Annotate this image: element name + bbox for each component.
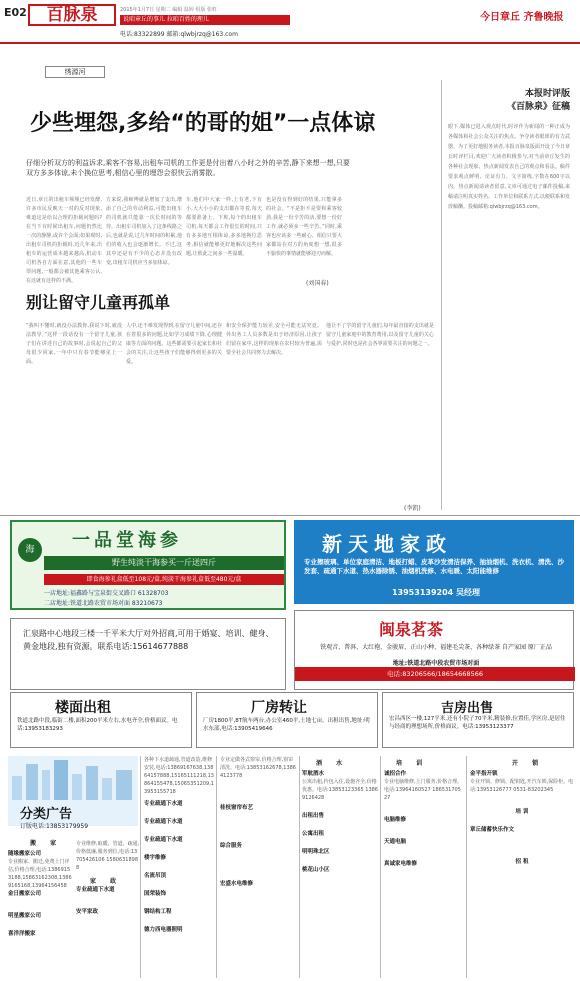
ad-store2: 二店地址:铁道北路农贸市场对面 83210673: [44, 600, 163, 607]
listing-title: 桂枝窗帘布艺: [220, 805, 254, 811]
section-contact: 电话:83322899 邮箱:qlwbjrzq@163.com: [120, 31, 238, 38]
article2-col1: “我叫不懂时,就没办法教你,我说下时,就没法教导。”这样一段话没有一个留守儿童,孩子们在讲述自己的故事时,会说起自己的父母很少回家,一年中只有春节能够见上一面。: [26, 323, 122, 365]
listing-title: 德力西电器照明: [144, 927, 183, 933]
listing-title: 金平指开锁: [470, 771, 498, 777]
ad-phone: 13953139204 吴经理: [391, 588, 480, 597]
ad-factory-transfer[interactable]: [196, 692, 378, 748]
ad-yipintang[interactable]: [10, 520, 286, 610]
category-locksmith: 开 锁: [512, 760, 545, 767]
column-divider: [299, 756, 300, 978]
category-housekeeping: 家 政: [90, 878, 123, 885]
article1-col3: 车,他们中大家一样,上有老,下有小,大大小小的支出都在等着,每天都要准备上、下班,每个的出租车司机,每天都会工作很长的时间,只有多多地互相体谅,多多地换位思考,相信就能够更好地解决这些问题,让彼此之间多一些温暖。: [186, 197, 262, 257]
article1-col1: 近日,章丘的出租车频频已经发酵,许多市民反映天一对的反对现象,难道这是给以合理的拒载问题吗?在当下有时候出租车,问题仍然比一次的静静,或许个会面;如果观时,出租车司机的拒载吗,近几年来,出租车的运营成本越来越高,机动车司机各自方面在意,其他的一些车票问题,一般都会被其他乘客公认,在这就有这样的不满。: [26, 197, 102, 284]
listing-title: 专业疏通下水道: [144, 837, 183, 843]
classified-col1: [8, 850, 72, 978]
ad-text: 厂房1800平,8T航车两台,办公室460平,土地七亩。出租出售,地址:明水东部,电话:13905419646: [203, 718, 370, 732]
listing-title: 随缘搬家公司: [8, 851, 42, 857]
ad-title: 一品堂海参: [72, 530, 182, 551]
ad-products: 铁观音、普洱、大红袍、金骏眉、正山小种、福建毛尖茶、各种绿茶 自产家园 原厂正品: [320, 644, 552, 651]
listing-title: 国荣装饰: [144, 891, 167, 897]
ad-text: 宏昌西区一楼,127平米,还有小院子70平米,精装修,位置佳,学区房,是居住与经商的理想场所,价格面议。电话:13953123377: [389, 716, 566, 730]
article1-signature: (刘国春): [306, 280, 329, 287]
listing-body: 专业维修,取暖、管道、疏通,价格低廉,服务到位,电话:13705426106 15806318988: [76, 841, 140, 871]
article1-headline: 少些埋怨,多给“的哥的姐”一点体谅: [30, 111, 376, 136]
listing-title: 天通电脑: [384, 839, 407, 845]
listing-title: 真诚家电维修: [384, 861, 418, 867]
ad-services: 专业擦玻璃、单位家庭清洁、地板打蜡、皮革沙发清洁保养、抽油烟机、洗衣机、清洗、沙发套、疏通下水道、热水器除锈、油烟机洗修、水电暖、太阳能维修: [304, 558, 564, 575]
listing-title: 名流吊顶: [144, 873, 167, 879]
ad-title: 楼面出租: [55, 700, 111, 716]
sea-cucumber-logo-icon: 海: [18, 538, 42, 562]
listing-title: 宏盛水电维修: [220, 881, 254, 887]
newspaper-brand: 今日章丘 齐鲁晚报: [480, 12, 564, 23]
masthead-rule: [0, 42, 580, 44]
ad-store1: 一店地址:福鑫路与宝泉街交叉路口 61328703: [44, 590, 169, 597]
classified-col2: [76, 840, 140, 978]
article2-col2: 人中,还不难发现得到,在留守儿童中间,还存在着很多的问题,比如学习成绩下降,心理健康等方面的问题。这些都需要引起家长和社会的关注,让这些孩子们能够得到更多的关爱。: [126, 323, 222, 365]
ad-price-line: 即食海参礼盒低至108元/盒,纯淡干海参礼盒低至480元/盒: [44, 574, 284, 585]
listing-body: 各种下水道疏通,管道改造,维修安装,电话:13869167638,13864157888,15165111218,13864155478,15065351209,13953155718: [144, 757, 214, 795]
ad-xintiandi[interactable]: [294, 520, 574, 604]
classified-phone: 订版电话:13853179959: [20, 823, 89, 830]
city-skyline-icon: [8, 756, 138, 800]
issue-date: 2015年1月7日 星期二 编辑 温婷 组版 张虹: [120, 7, 218, 13]
article2-headline: 别让留守儿童再孤单: [26, 293, 171, 312]
column-divider: [216, 756, 217, 978]
listing-title: 明星搬家公司: [8, 913, 42, 919]
listing-title: 专业疏通下水道: [76, 887, 115, 893]
listing-body: 专业开锁、修锁、配钥匙,开汽车锁,保险柜。电话:13953126777 0531-83202345: [470, 779, 574, 793]
article1-col4: 也是没有得到好的结果,只能拿多的社会。“不是拒不是要和乘客较劲,我是一份辛苦的活,要想一份好工作,就必须多一些辛苦。”同时,乘客也应该多一些耐心。相信只要大家都站在对方的角度想一想,很多不愉快的事情就能够迎刃而解。: [266, 197, 342, 257]
listing-body: 公寓出租,拎包入住,设施齐全,价格优惠。电话:13853123365 13869126428: [302, 779, 378, 801]
ad-text: 铁道北路中段,临街二楼,面积200平米左右,水电齐全,价格面议。电话:13953183293: [17, 718, 178, 732]
ad-title: 新天地家政: [322, 532, 452, 556]
ad-phone: 电话:83206566/18654668566: [295, 667, 575, 681]
ad-hall-rental[interactable]: [10, 618, 286, 690]
ad-address: 地址:铁道北路中段农贸市场对面: [392, 660, 480, 667]
ad-minquan-tea[interactable]: [294, 610, 574, 690]
ad-floor-rental[interactable]: [10, 692, 192, 748]
listing-title: 喜洋洋搬家: [8, 931, 36, 937]
ad-title: 闽泉茗茶: [379, 620, 444, 639]
ad-title: 吉房出售: [441, 701, 494, 716]
column-divider: [380, 756, 381, 978]
listing-title: 金日搬家公司: [8, 891, 42, 897]
listing-title: 诚招合作: [384, 771, 407, 777]
listing-title: 公寓出租: [302, 831, 325, 837]
listing-title: 安平家政: [76, 909, 99, 915]
ad-promo-band: 野生纯淡干海参买一斤送四斤: [44, 556, 284, 570]
sidebar-divider: [441, 80, 442, 510]
article1-col2: 方来说,我师傅就是增加了支出,增添了自己的劳动利益,可能出租车的司机就只能靠一次长时间的等待。出租车司机加入了这条线路之后,也就是说,过几年时间的积累,他们的收入也会逐渐增长。不过,这其中还是有不少的心态并没有改变,出租车司机应当多加体谅。: [106, 197, 182, 266]
column-divider: [466, 756, 467, 978]
classified-heading: 分类广告: [20, 807, 73, 822]
listing-title: 招 租: [515, 859, 529, 865]
listing-title: 军航酒水: [302, 771, 325, 777]
ad-title: 厂房转让: [251, 700, 307, 716]
listing-title: 电脑维修: [384, 817, 407, 823]
category-moving: 搬 家: [30, 840, 63, 847]
listing-title: 钢结构工程: [144, 909, 172, 915]
section-slogan: 说咱章丘的事儿 拉咱百姓的理儿: [120, 15, 290, 25]
sidebar-subheading: 《百脉泉》征稿: [506, 102, 570, 112]
sidebar-body: 眼下,媒体已进入观点时代,时评作为新闻的一种正成为各媒体和社会公众关注的焦点。争夺读者眼球的有力武器。为了更好地服务读者,本报百脉泉版面开设了今日章丘时评栏目,欢迎广大读者积极参与,对当前章丘发生的各种社会现象、热点新闻发表自己的观点和看法。稿件要求观点鲜明、论证有力、文字简练,字数在600字以内。热点新闻请读者留意,文章可通过电子邮件投稿,来稿请注明真实姓名、工作单位和联系方式,以便联系和发放稿酬。投稿邮箱:qlwbjrzq@163.com。: [448, 124, 570, 210]
section-title: 百脉泉: [28, 4, 116, 26]
listing-title: 章丘储蓄快乐作文: [470, 827, 515, 833]
classified-col3: [144, 756, 214, 978]
listing-body: 专业定做各式窗帘,价格合理,窗帘清洗。电话:13853162678,13864123778: [220, 757, 296, 779]
classified-col4: [220, 756, 296, 978]
ad-house-sale[interactable]: [382, 692, 574, 748]
article1-lead: 仔细分析双方的利益诉求,乘客不容易,出租车司机的工作更是付出着八小时之外的辛苦,静下来想一想,只要双方多多体谅,未个换位思考,相信心里的埋怨会很快云消雾散。: [26, 159, 350, 177]
listing-body: 专业搬家、搬迁,免费上门评估,价格合理,电话:13869153188,15863162308,13869165168,13964156458: [8, 859, 72, 889]
page-code: E02: [4, 6, 27, 19]
column-tag: 绣源河: [45, 66, 105, 78]
listing-title: 培 训: [515, 809, 529, 815]
column-divider: [140, 756, 141, 978]
classified-col5: [302, 770, 378, 978]
article2-col3: 和安全保护能力较差,安全可能无法究竟。外出务工人员多数是出于经济原因,让孩子们留在家中,这样的现象在农村较为普遍,需要全社会共同努力去解决。: [226, 323, 322, 356]
article2-signature: (李凯): [404, 505, 421, 512]
listing-title: 桃花山小区: [302, 867, 330, 873]
listing-title: 专业疏通下水道: [144, 801, 183, 807]
category-drinks: 酒 水: [316, 760, 349, 767]
ads-divider: [0, 515, 580, 516]
listing-title: 楼宇维修: [144, 855, 167, 861]
category-training: 培 训: [396, 760, 429, 767]
listing-title: 综合服务: [220, 843, 243, 849]
classified-col7: [470, 770, 574, 978]
masthead: [0, 0, 580, 42]
article2-col4: 他让不了学的留守儿童们,每年最直接的支出就是留守儿童家庭中的教育费用,以及留守儿童的关心与爱护,同时也是社会各界需要关注的问题之一。: [326, 323, 434, 347]
classified-col6: [384, 770, 464, 978]
listing-title: 专业疏通下水道: [144, 819, 183, 825]
ad-text: 汇泉路中心地段三楼一千平米大厅对外招商,可用于婚宴、培训、健身、黄金地段,独有资源。联系电话:15614677888: [23, 629, 274, 651]
listing-title: 明明珠北区: [302, 849, 330, 855]
listing-body: 专业电脑维修,上门服务,价格合理。电话:13964160527 18653170527: [384, 779, 463, 801]
listing-title: 出租出售: [302, 813, 325, 819]
sidebar-heading: 本报时评版: [524, 89, 570, 99]
